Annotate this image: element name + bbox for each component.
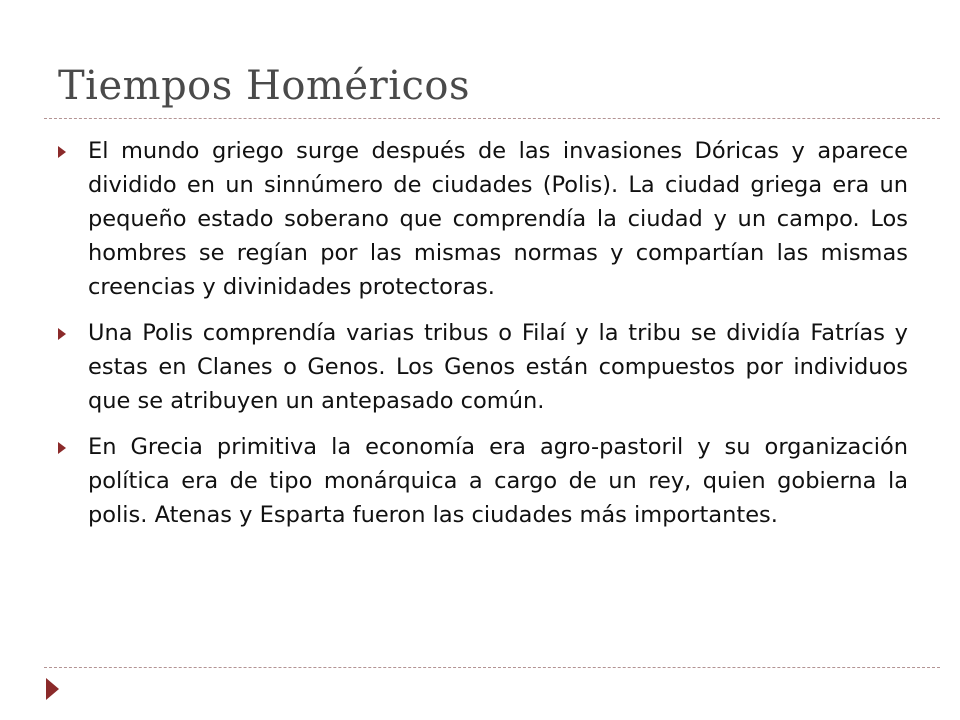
triangle-right-icon — [58, 146, 66, 158]
bullet-text: El mundo griego surge después de las invasiones Dóricas y aparece dividido en un sinnúmero de ciudades (Polis). La ciudad griega era un pequeño estado soberano que comprendía la ciudad y un campo. Los hombres se regían por las mismas normas y compartían las mismas creencias y divinidades protectoras. — [88, 138, 908, 300]
bullet-item — [58, 316, 908, 418]
title-divider — [44, 118, 940, 119]
bullet-item — [58, 134, 908, 304]
footer-divider — [44, 667, 940, 668]
triangle-right-icon — [58, 442, 66, 454]
triangle-right-icon — [58, 328, 66, 340]
triangle-right-icon — [46, 678, 59, 700]
bullet-text: Una Polis comprendía varias tribus o Filaí y la tribu se dividía Fatrías y estas en Clanes o Genos. Los Genos están compuestos por individuos que se atribuyen un antepasado común. — [88, 320, 908, 414]
bullet-item — [58, 430, 908, 532]
bullet-list — [58, 134, 908, 544]
slide-title: Tiempos Homéricos — [58, 63, 470, 109]
bullet-text: En Grecia primitiva la economía era agro-pastoril y su organización política era de tipo monárquica a cargo de un rey, quien gobierna la polis. Atenas y Esparta fueron las ciudades más importantes. — [88, 434, 908, 528]
